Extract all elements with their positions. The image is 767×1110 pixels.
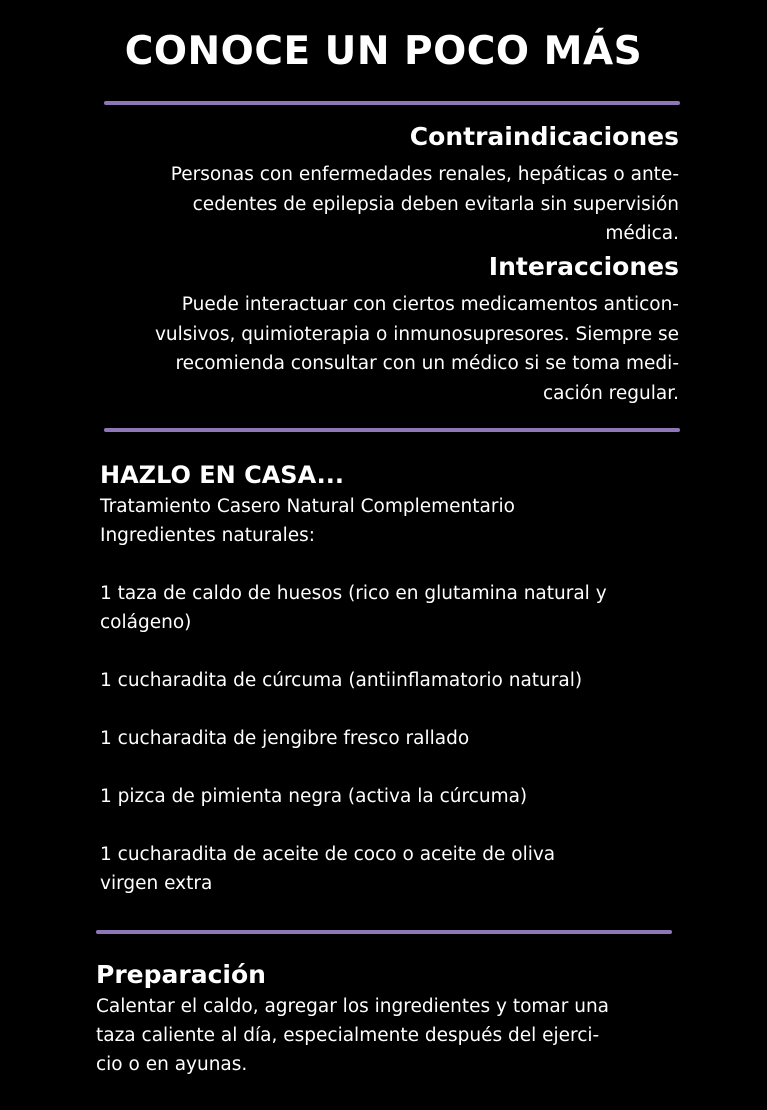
divider-bottom xyxy=(96,930,672,934)
preparacion-line: Calentar el caldo, agregar los ingredientes y tomar una xyxy=(96,996,610,1017)
ingredient-item-cont: colágeno) xyxy=(100,612,192,633)
ingredient-item: 1 cucharadita de cúrcuma (antiinflamatorio natural) xyxy=(100,670,583,691)
treatment-subtitle: Tratamiento Casero Natural Complementario xyxy=(100,496,515,517)
interacciones-section xyxy=(86,250,679,408)
interacciones-line: Puede interactuar con ciertos medicamentos anticon- xyxy=(181,294,679,315)
page-title: CONOCE UN POCO MÁS xyxy=(124,29,643,74)
contraindicaciones-text xyxy=(86,160,679,249)
interacciones-text xyxy=(86,290,679,408)
preparacion-line: taza caliente al día, especialmente después del ejerci- xyxy=(96,1025,600,1046)
contraindicaciones-heading: Contraindicaciones xyxy=(409,122,679,151)
preparacion-heading: Preparación xyxy=(96,960,266,989)
ingredient-item: 1 taza de caldo de huesos (rico en glutamina natural y xyxy=(100,583,607,604)
interacciones-line: recomienda consultar con un médico si se toma medi- xyxy=(175,353,679,374)
hazlo-en-casa-heading: HAZLO EN CASA... xyxy=(100,461,344,489)
ingredient-item: 1 cucharadita de jengibre fresco rallado xyxy=(100,728,470,749)
hazlo-en-casa-section xyxy=(100,458,690,898)
interacciones-line: vulsivos, quimioterapia o inmunosupresores. Siempre se xyxy=(154,323,679,345)
ingredients-label: Ingredientes naturales: xyxy=(100,525,316,546)
interacciones-line: cación regular. xyxy=(542,382,679,404)
ingredient-item: 1 cucharadita de aceite de coco o aceite de oliva xyxy=(100,844,556,865)
ingredient-item: 1 pizca de pimienta negra (activa la cúrcuma) xyxy=(100,786,528,807)
contraindicaciones-line: cedentes de epilepsia deben evitarla sin supervisión xyxy=(192,193,679,215)
ingredient-item-cont: virgen extra xyxy=(100,873,213,894)
preparacion-section xyxy=(96,958,696,1079)
preparacion-line: cio o en ayunas. xyxy=(96,1054,248,1075)
contraindicaciones-line: Personas con enfermedades renales, hepáticas o ante- xyxy=(170,164,679,185)
divider-middle xyxy=(104,428,680,432)
contraindicaciones-line: médica. xyxy=(605,223,679,244)
divider-top xyxy=(104,101,680,105)
interacciones-heading: Interacciones xyxy=(488,252,679,281)
contraindicaciones-section xyxy=(86,120,679,249)
